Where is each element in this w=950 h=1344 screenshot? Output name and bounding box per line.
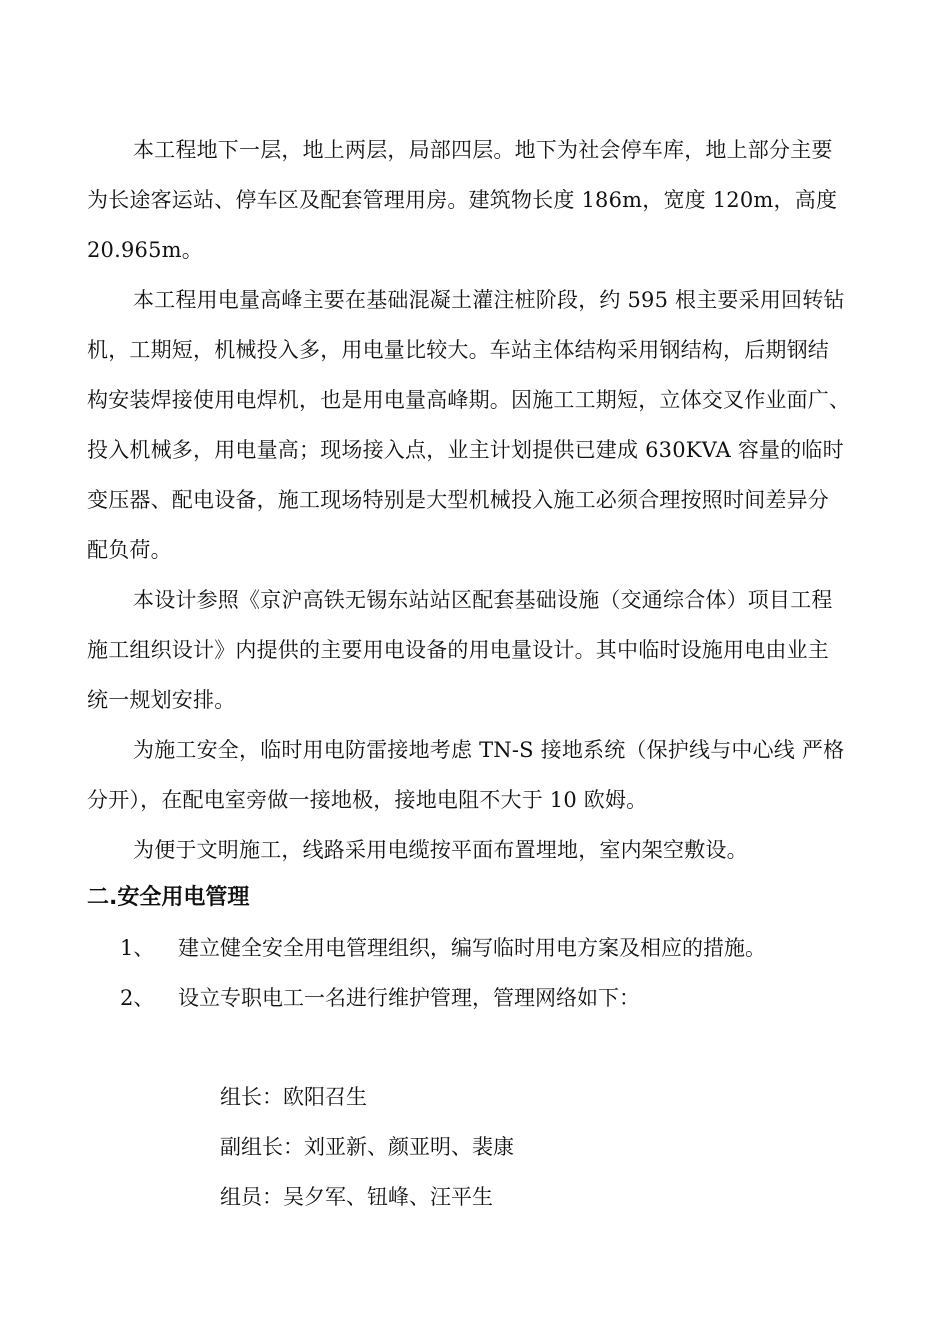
paragraph-line: 本设计参照《京沪高铁无锡东站站区配套基础设施（交通综合体）项目工程 bbox=[133, 588, 833, 612]
paragraph-line: 构安装焊接使用电焊机，也是用电量高峰期。因施工工期短，立体交叉作业面广、 bbox=[87, 388, 851, 412]
paragraph-line: 本工程用电量高峰主要在基础混凝土灌注桩阶段，约 595 根主要采用回转钻 bbox=[133, 288, 845, 312]
paragraph-line: 分开），在配电室旁做一接地极，接地电阻不大于 10 欧姆。 bbox=[87, 788, 648, 812]
team-members: 组员：吴夕军、钮峰、汪平生 bbox=[220, 1185, 493, 1209]
list-item-number: 2、 bbox=[120, 986, 155, 1010]
list-item-text: 建立健全安全用电管理组织，编写临时用电方案及相应的措施。 bbox=[178, 936, 766, 960]
paragraph-line: 为施工安全，临时用电防雷接地考虑 TN-S 接地系统（保护线与中心线 严格 bbox=[133, 738, 845, 762]
paragraph-line: 机，工期短，机械投入多，用电量比较大。车站主体结构采用钢结构，后期钢结 bbox=[87, 338, 829, 362]
list-item-number: 1、 bbox=[120, 936, 155, 960]
paragraph-line: 本工程地下一层，地上两层，局部四层。地下为社会停车库，地上部分主要 bbox=[133, 138, 833, 162]
paragraph-line: 为便于文明施工，线路采用电缆按平面布置埋地，室内架空敷设。 bbox=[133, 838, 748, 862]
paragraph-line: 施工组织设计》内提供的主要用电设备的用电量设计。其中临时设施用电由业主 bbox=[87, 638, 829, 662]
section-heading: 二.安全用电管理 bbox=[87, 885, 250, 910]
team-deputy: 副组长：刘亚新、颜亚明、裴康 bbox=[220, 1135, 514, 1159]
paragraph-line: 变压器、配电设备，施工现场特别是大型机械投入施工必须合理按照时间差异分 bbox=[87, 488, 829, 512]
paragraph-line: 投入机械多，用电量高；现场接入点，业主计划提供已建成 630KVA 容量的临时 bbox=[87, 438, 844, 462]
paragraph-line: 配负荷。 bbox=[87, 538, 172, 562]
paragraph-line: 统一规划安排。 bbox=[87, 688, 236, 712]
paragraph-line: 为长途客运站、停车区及配套管理用房。建筑物长度 186m，宽度 120m，高度 bbox=[87, 188, 838, 212]
team-leader: 组长：欧阳召生 bbox=[220, 1085, 367, 1109]
paragraph-line: 20.965m。 bbox=[87, 238, 203, 262]
list-item-text: 设立专职电工一名进行维护管理，管理网络如下： bbox=[178, 986, 640, 1010]
